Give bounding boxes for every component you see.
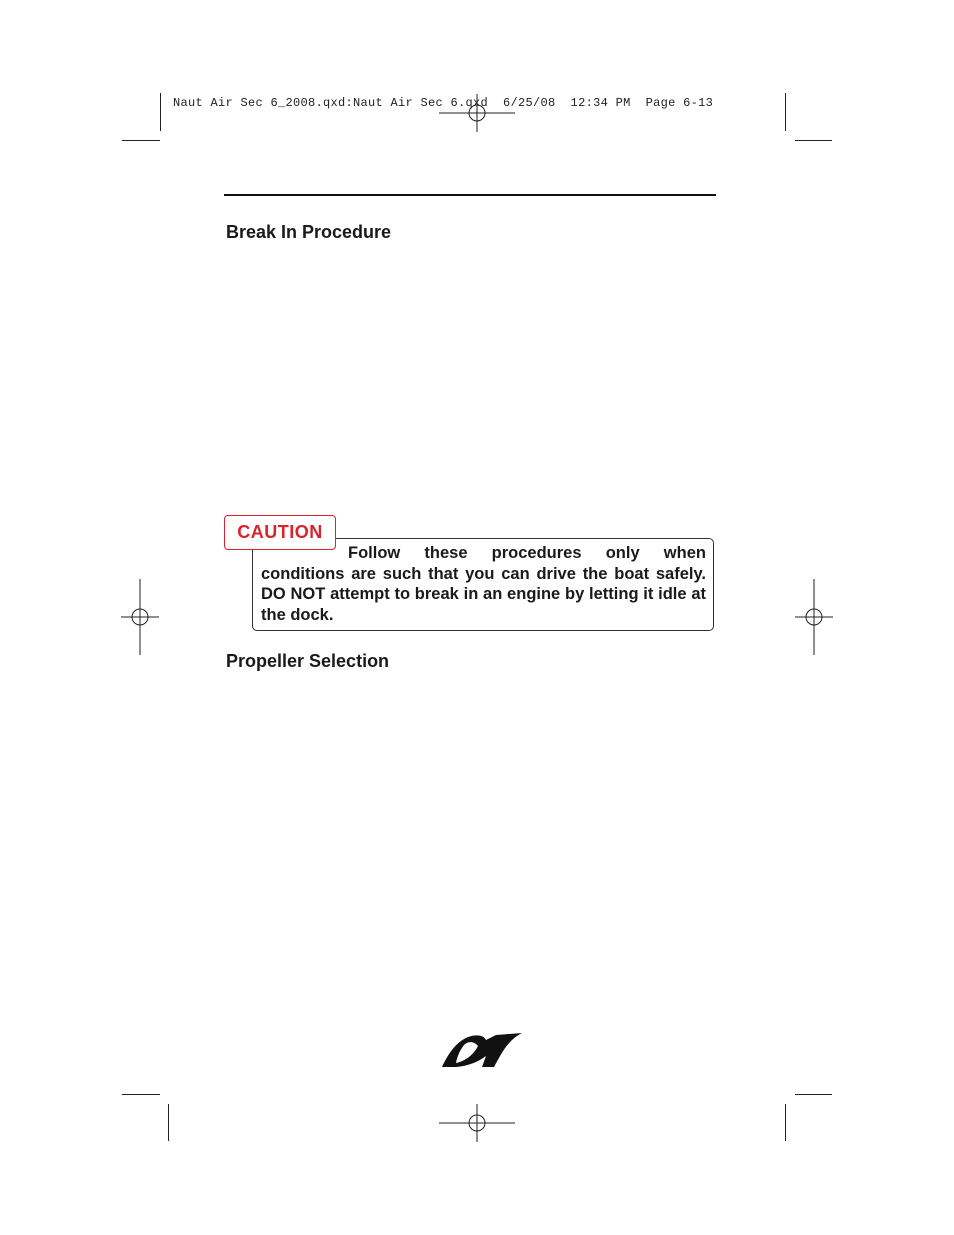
registration-mark-left-icon (121, 579, 159, 655)
brand-n-logo-icon (438, 1032, 524, 1068)
section-heading-break-in: Break In Procedure (226, 222, 392, 242)
registration-mark-right-icon (795, 579, 833, 655)
header-rule (224, 194, 716, 196)
section-heading-propeller: Propeller Selection (226, 651, 390, 671)
registration-mark-top-icon (439, 94, 515, 132)
registration-mark-bottom-icon (439, 1104, 515, 1142)
caution-badge: CAUTION (224, 515, 336, 550)
caution-first-line: Follow these procedures only when (348, 544, 706, 562)
caution-text (261, 543, 706, 625)
caution-body: conditions are such that you can drive the boat safely. DO NOT attempt to break in an engine by letting it idle at the dock. (261, 564, 706, 624)
print-slug-line: Naut Air Sec 6_2008.qxd:Naut Air Sec 6.qxd 6/25/08 12:34 PM Page 6-13 (173, 96, 714, 110)
